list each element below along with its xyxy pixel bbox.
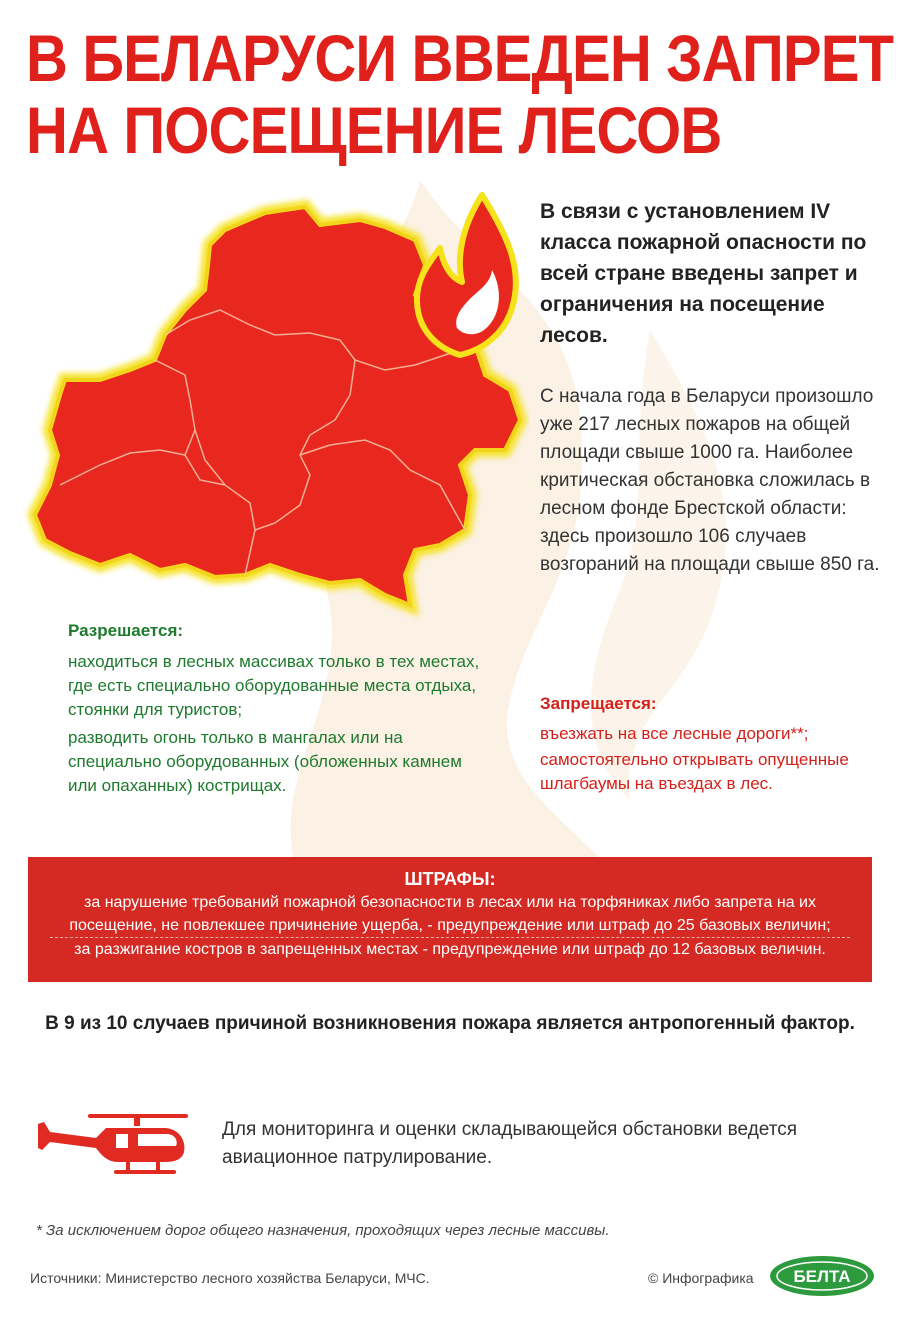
- page-title: [26, 21, 894, 167]
- fines-line-1: за нарушение требований пожарной безопасности в лесах или на торфяниках либо запрета на их: [84, 894, 816, 911]
- fines-line-3: за разжигание костров в запрещенных местах - предупреждение или штраф до 12 базовых величин.: [50, 937, 850, 961]
- allowed-item-2: разводить огонь только в мангалах или на специально оборудованных (обложенных камнем или опаханных) кострищах.: [68, 728, 462, 795]
- title-line-1: В БЕЛАРУСИ ВВЕДЕН ЗАПРЕТ: [26, 21, 894, 95]
- belta-logo: [768, 1254, 876, 1298]
- fines-box: [28, 857, 872, 982]
- fines-line-2: посещение, не повлекшее причинение ущерба, - предупреждение или штраф до 25 базовых величин;: [69, 917, 831, 934]
- cause-statement: В 9 из 10 случаев причиной возникновения пожара является антропогенный фактор.: [45, 1013, 855, 1034]
- forbidden-item-2: самостоятельно открывать опущенные шлагбаумы на въездах в лес.: [540, 750, 849, 793]
- forbidden-heading: Запрещается:: [540, 694, 657, 713]
- fire-icon: [412, 190, 527, 360]
- intro-text: В связи с установлением IV класса пожарной опасности по всей стране введены запрет и ограничения на посещение лесов.: [540, 200, 867, 347]
- footnote: * За исключением дорог общего назначения, проходящих через лесные массивы.: [36, 1222, 610, 1239]
- allowed-item-1: находиться в лесных массивах только в тех местах, где есть специально оборудованные места отдыха, стоянки для туристов;: [68, 652, 480, 719]
- belta-logo-text: БЕЛТА: [793, 1267, 851, 1286]
- forbidden-item-1: въезжать на все лесные дороги**;: [540, 724, 809, 743]
- infographic-credit: © Инфографика: [648, 1270, 754, 1286]
- sources-text: Источники: Министерство лесного хозяйства Беларуси, МЧС.: [30, 1270, 430, 1286]
- fines-heading: ШТРАФЫ:: [404, 869, 496, 889]
- patrol-text: Для мониторинга и оценки складывающейся обстановки ведется авиационное патрулирование.: [222, 1119, 798, 1168]
- title-line-2: НА ПОСЕЩЕНИЕ ЛЕСОВ: [26, 93, 722, 167]
- statistics-text: С начала года в Беларуси произошло уже 217 лесных пожаров на общей площади свыше 1000 га. Наиболее критическая обстановка сложилась в лесном фонде Брестской области: здесь произошло 106 случаев возгораний на площади свыше 850 га.: [540, 386, 880, 575]
- allowed-heading: Разрешается:: [68, 621, 184, 640]
- helicopter-icon: [36, 1112, 191, 1177]
